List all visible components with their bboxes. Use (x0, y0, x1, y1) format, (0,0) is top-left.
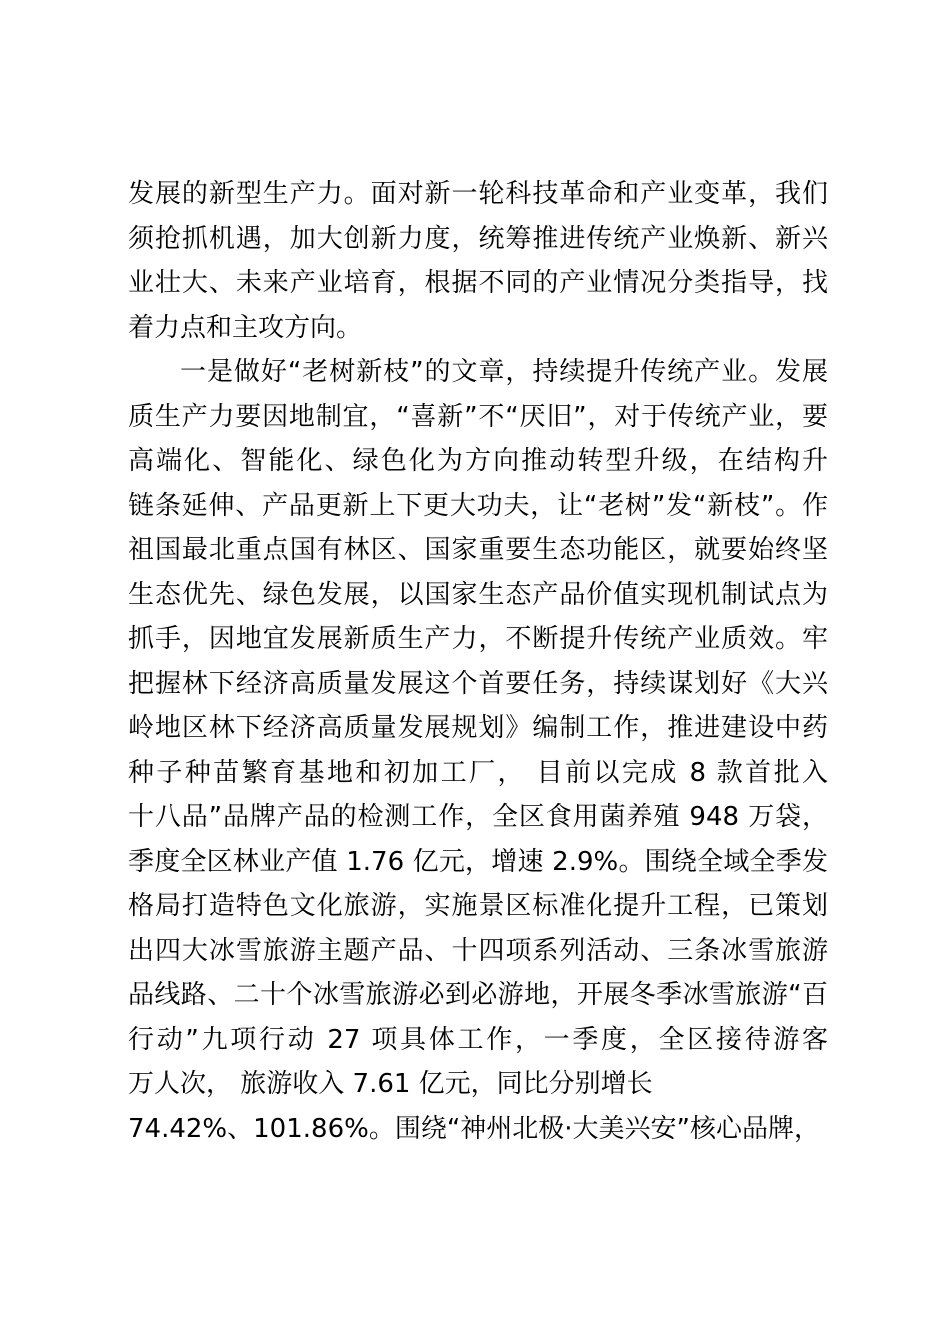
text-line: 十八品”品牌产品的检测工作，全区食用菌养殖 948 万袋， (128, 802, 828, 832)
text-line: 一是做好“老树新枝”的文章，持续提升传统产业。发展 (180, 357, 828, 387)
paragraph (128, 172, 828, 350)
text-line: 业壮大、未来产业培育，根据不同的产业情况分类指导，找 (128, 268, 828, 298)
text-line: 行动”九项行动 27 项具体工作，一季度，全区接待游客 (128, 1024, 828, 1055)
text-line: 抓手，因地宜发展新质生产力，不断提升传统产业质效。牢 (128, 624, 828, 654)
text-line: 出四大冰雪旅游主题产品、十四项系列活动、三条冰雪旅游 (128, 935, 828, 966)
text-line: 生态优先、绿色发展，以国家生态产品价值实现机制试点为 (128, 579, 828, 610)
text-line: 季度全区林业产值 1.76 亿元，增速 2.9%。围绕全域全季发 (128, 846, 828, 877)
text-line: 质生产力要因地制宜，“喜新”不“厌旧”，对于传统产业，要 (128, 401, 828, 432)
text-line: 岭地区林下经济高质量发展规划》编制工作，推进建设中药 (128, 713, 828, 743)
text-line: 74.42%、101.86%。围绕“神州北极·大美兴安”核心品牌， (128, 1113, 821, 1144)
body-text (128, 172, 828, 1151)
text-line: 种子种苗繁育基地和初加工厂， 目前以完成 8 款首批入 (128, 757, 828, 788)
text-line: 格局打造特色文化旅游，实施景区标准化提升工程，已策划 (128, 891, 828, 921)
paragraph (128, 350, 828, 1151)
text-line: 着力点和主攻方向。 (128, 312, 363, 343)
text-line: 发展的新型生产力。面对新一轮科技革命和产业变革，我们 (128, 179, 828, 209)
text-line: 把握林下经济高质量发展这个首要任务，持续谋划好《大兴 (128, 668, 828, 699)
text-line: 链条延伸、产品更新上下更大功夫，让“老树”发“新枝”。作 (128, 490, 828, 521)
text-line: 万人次， 旅游收入 7.61 亿元，同比分别增长 (128, 1069, 653, 1099)
text-line: 须抢抓机遇，加大创新力度，统筹推进传统产业焕新、新兴 (128, 223, 828, 254)
text-line: 祖国最北重点国有林区、国家重要生态功能区，就要始终坚 (128, 535, 828, 565)
text-line: 品线路、二十个冰雪旅游必到必游地，开展冬季冰雪旅游“百 (128, 980, 828, 1010)
text-line: 高端化、智能化、绿色化为方向推动转型升级，在结构升 (128, 446, 828, 476)
